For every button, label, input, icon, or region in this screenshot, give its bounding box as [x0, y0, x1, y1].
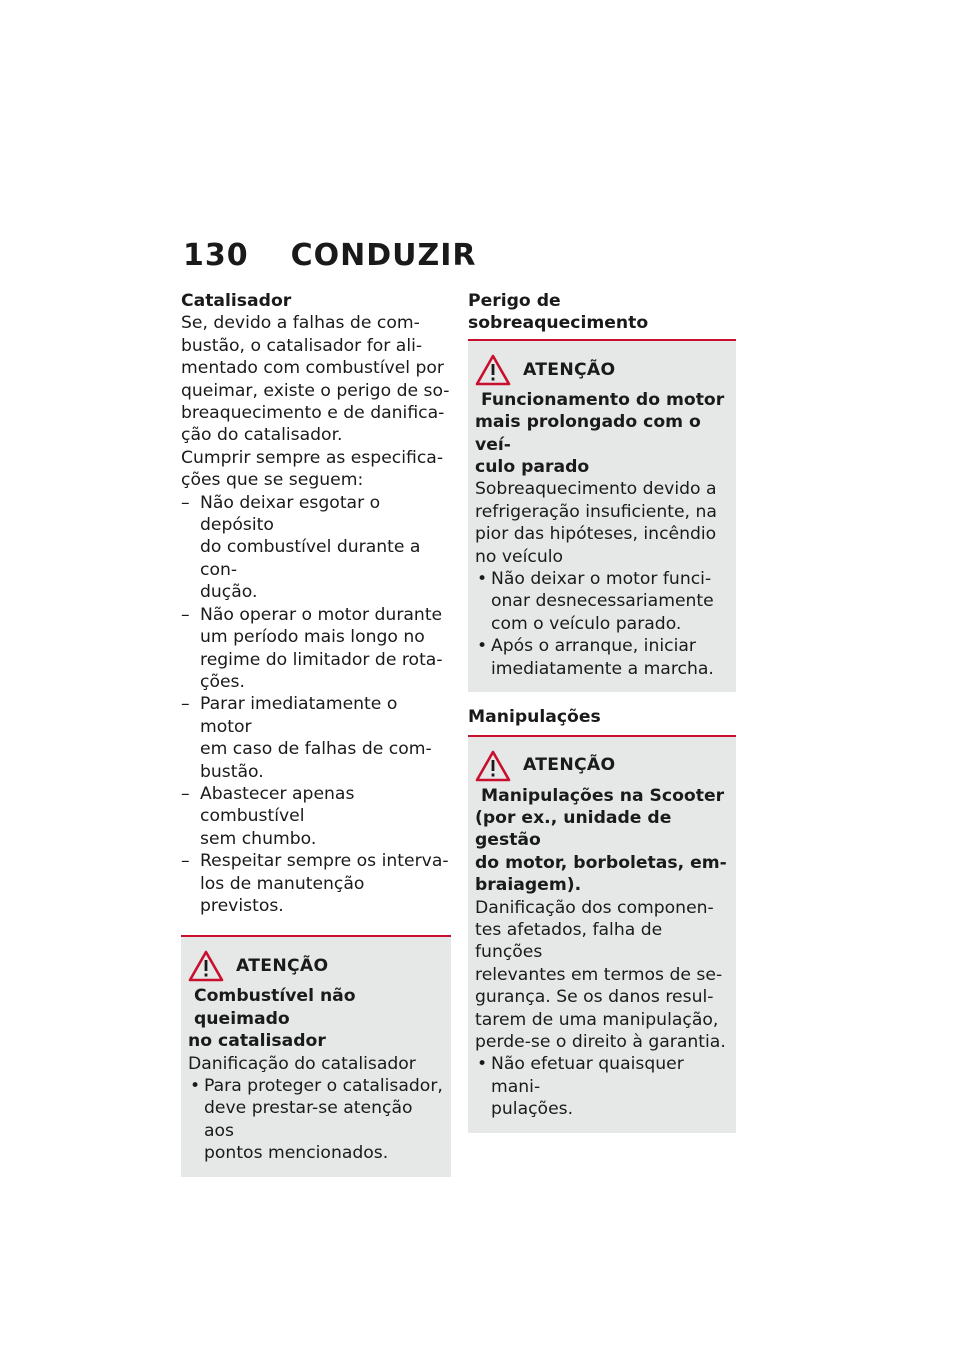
- text-line: do motor, borboletas, em-: [475, 852, 727, 873]
- text-line: deve prestar-se atenção aos: [204, 1098, 413, 1141]
- list-item: [181, 850, 451, 917]
- text-line: imediatamente a marcha.: [491, 658, 714, 679]
- warning-triangle-icon: [188, 950, 224, 982]
- section-heading-manipulacoes: Manipulações: [468, 707, 601, 728]
- warning-label: ATENÇÃO: [523, 755, 616, 776]
- text-line: mais prolongado com o veí-: [475, 412, 701, 455]
- text-line: – Respeitar sempre os interva-: [200, 851, 449, 872]
- text-line: pontos mencionados.: [204, 1143, 389, 1164]
- text-line: ções que se seguem:: [181, 470, 364, 491]
- intro-paragraph: [181, 312, 451, 491]
- text-line: gurança. Se os danos resul-: [475, 987, 714, 1008]
- text-line: Combustível não queimado: [194, 986, 356, 1029]
- text-line: do combustível durante a con-: [200, 537, 421, 580]
- list-item: [181, 492, 451, 604]
- text-line: • Não deixar o motor funci-: [491, 569, 712, 590]
- warning-box-sobreaquecimento: [468, 339, 736, 692]
- chapter-title: CONDUZIR: [290, 238, 477, 273]
- text-line: em caso de falhas de com-: [200, 739, 432, 760]
- text-line: – Não deixar esgotar o depósito: [200, 492, 381, 536]
- list-item: [181, 693, 451, 783]
- list-item: [181, 604, 451, 694]
- text-line: breaquecimento e de danifica-: [181, 403, 445, 424]
- text-line: dução.: [200, 582, 258, 603]
- list-item: [188, 1075, 443, 1165]
- page-header: [183, 238, 477, 273]
- text-line: los de manutenção previstos.: [200, 873, 365, 916]
- warning-label: ATENÇÃO: [523, 359, 616, 380]
- section-heading-catalisador: Catalisador: [181, 291, 292, 311]
- text-line: queimar, existe o perigo de so-: [181, 380, 450, 401]
- text-line: Manipulações na Scooter: [481, 785, 725, 806]
- text-line: Funcionamento do motor: [481, 389, 725, 410]
- dash-list: [181, 492, 451, 918]
- warning-title: [475, 785, 728, 897]
- text-line: com o veículo parado.: [491, 613, 682, 634]
- text-line: no catalisador: [188, 1031, 326, 1052]
- list-item: [181, 783, 451, 850]
- warning-header: [475, 749, 728, 783]
- left-column: [181, 290, 451, 1177]
- text-line: • Para proteger o catalisador,: [204, 1076, 443, 1096]
- warning-consequence: Danificação do catalisador: [188, 1053, 416, 1074]
- text-line: um período mais longo no: [200, 627, 425, 648]
- warning-consequence: [475, 478, 728, 568]
- bullet-list: [188, 1075, 443, 1165]
- warning-box-manipulacoes: [468, 735, 736, 1133]
- text-line: bustão.: [200, 761, 264, 782]
- text-line: Danificação dos componen-: [475, 897, 714, 918]
- warning-label: ATENÇÃO: [236, 956, 329, 977]
- warning-header: [475, 353, 728, 387]
- warning-triangle-icon: [475, 354, 511, 386]
- text-line: culo parado: [475, 457, 590, 478]
- bullet-list: [475, 568, 728, 680]
- text-line: bustão, o catalisador for ali-: [181, 335, 423, 356]
- text-line: – Abastecer apenas combustível: [200, 783, 355, 827]
- text-line: refrigeração insuficiente, na: [475, 501, 717, 522]
- text-line: ções.: [200, 671, 245, 692]
- text-line: Sobreaquecimento devido a: [475, 479, 717, 500]
- section-heading-sobreaquecimento: Perigo de sobreaquecimento: [468, 291, 649, 334]
- text-line: Se, devido a falhas de com-: [181, 313, 420, 334]
- text-line: Cumprir sempre as especifica-: [181, 447, 444, 468]
- text-line: regime do limitador de rota-: [200, 649, 443, 670]
- bullet-list: [475, 1053, 728, 1120]
- text-line: relevantes em termos de se-: [475, 964, 723, 985]
- text-line: tarem de uma manipulação,: [475, 1009, 719, 1030]
- text-line: – Não operar o motor durante: [200, 604, 443, 625]
- text-line: ção do catalisador.: [181, 425, 343, 446]
- page-number: 130: [183, 238, 249, 273]
- warning-title: [475, 389, 728, 479]
- list-item: [475, 1053, 728, 1120]
- text-line: (por ex., unidade de gestão: [475, 807, 672, 851]
- warning-consequence: [475, 897, 728, 1054]
- text-line: tes afetados, falha de funções: [475, 919, 663, 963]
- list-item: [475, 568, 728, 635]
- warning-header: [188, 949, 443, 983]
- text-line: onar desnecessariamente: [491, 591, 714, 612]
- text-line: mentado com combustível por: [181, 358, 444, 379]
- text-line: sem chumbo.: [200, 828, 317, 849]
- text-line: no veículo: [475, 546, 564, 567]
- text-line: – Parar imediatamente o motor: [200, 694, 398, 737]
- text-line: braiagem).: [475, 875, 582, 896]
- warning-triangle-icon: [475, 750, 511, 782]
- warning-box-catalisador: [181, 935, 451, 1176]
- text-line: pior das hipóteses, incêndio: [475, 524, 717, 545]
- right-column: [468, 290, 736, 1133]
- text-line: • Não efetuar quaisquer mani-: [491, 1054, 684, 1097]
- text-line: • Após o arranque, iniciar: [491, 636, 696, 657]
- list-item: [475, 635, 728, 680]
- text-line: pulações.: [491, 1099, 574, 1120]
- text-line: perde-se o direito à garantia.: [475, 1031, 726, 1052]
- warning-title: [188, 985, 443, 1052]
